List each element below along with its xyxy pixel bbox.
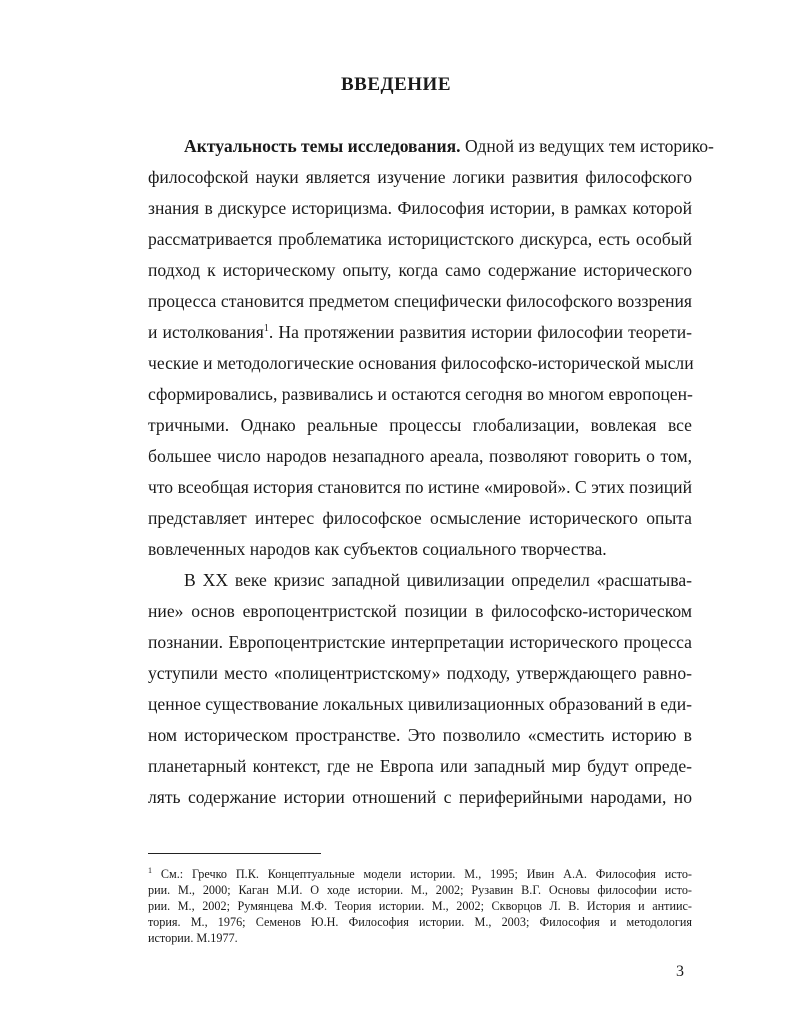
paragraph-1-line-12: что всеобщая история становится по истине «мировой». С этих позиций (148, 477, 692, 497)
paragraph-1-line-2: философской науки является изучение логики развития философского (148, 167, 692, 187)
paragraph-1-line-3: знания в дискурсе историцизма. Философия истории, в рамках которой (148, 198, 692, 218)
paragraph-2-line-1: В XX веке кризис западной цивилизации определил «расшатыва- (184, 570, 692, 590)
paragraph-2-line-3: познании. Европоцентристские интерпретации исторического процесса (148, 632, 692, 652)
footnote-reference[interactable]: 1 (263, 323, 269, 335)
paragraph-1-line-7: и истолкования$^1$. На протяжении развития истории философии теорети- (148, 322, 692, 342)
paragraph-2-line-2: ние» основ европоцентристской позиции в философско-историческом (148, 601, 692, 621)
footnote-line-1: $^1$ См.: Гречко П.К. Концептуальные модели истории. М., 1995; Ивин А.А. Философия исто- (148, 865, 692, 881)
paragraph-1-line-10: тричными. Однако реальные процессы глобализации, вовлекая все (148, 415, 692, 435)
paragraph-1-line-6: процесса становится предметом специфически философского воззрения (148, 291, 692, 311)
paragraph-2-line-8: лять содержание истории отношений с периферийными народами, но (148, 787, 692, 807)
footnote-line-3: рии. М., 2002; Румянцева М.Ф. Теория истории. М., 2002; Скворцов Л. В. История и антиис- (148, 899, 692, 913)
footnote-separator (148, 853, 321, 854)
paragraph-1-line-8: ческие и методологические основания философско-исторической мысли (148, 353, 694, 373)
section-lead: Актуальность темы исследования. (184, 136, 461, 156)
paragraph-2-line-6: ном историческом пространстве. Это позволило «сместить историю в (148, 725, 692, 745)
paragraph-1-line-14: вовлеченных народов как субъектов социального творчества. (148, 539, 607, 559)
footnote-line-5: истории. М.1977. (148, 931, 238, 945)
paragraph-1-line-13: представляет интерес философское осмысление исторического опыта (148, 508, 692, 528)
paragraph-1-line-1: Актуальность темы исследования. Одной из ведущих тем историко- (184, 136, 714, 156)
paragraph-2-line-5: ценное существование локальных цивилизационных образований в еди- (148, 694, 692, 714)
paragraph-2-line-7: планетарный контекст, где не Европа или западный мир будут опреде- (148, 756, 692, 776)
footnote-line-4: тория. М., 1976; Семенов Ю.Н. Философия истории. М., 2003; Философия и методология (148, 915, 692, 929)
footnote-line-2: рии. М., 2000; Каган М.И. О ходе истории. М., 2002; Рузавин В.Г. Основы философии исто- (148, 883, 692, 897)
page-title: ВВЕДЕНИЕ (341, 74, 451, 95)
paragraph-1-line-5: подход к историческому опыту, когда само содержание исторического (148, 260, 692, 280)
paragraph-2-line-4: уступили место «полицентристскому» подходу, утверждающего равно- (148, 663, 692, 683)
page-number: 3 (676, 963, 684, 980)
footnote-marker: 1 (148, 865, 152, 875)
paragraph-1-line-9: сформировались, развивались и остаются сегодня во многом европоцен- (148, 384, 693, 404)
paragraph-1-line-11: большее число народов незападного ареала, позволяют говорить о том, (148, 446, 692, 466)
paragraph-1-line-4: рассматривается проблематика историцистского дискурса, есть особый (148, 229, 692, 249)
